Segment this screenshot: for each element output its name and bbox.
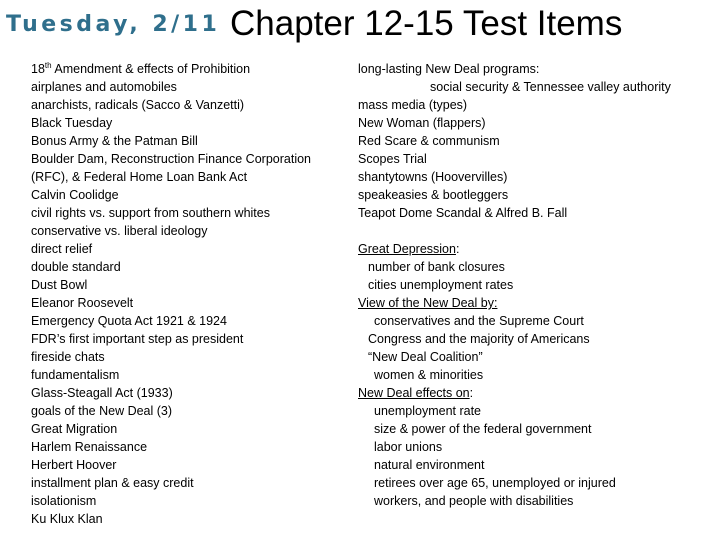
effects-heading: New Deal effects on [358, 386, 470, 400]
list-item: Eleanor Roosevelt [31, 296, 134, 310]
right-term-list [358, 60, 718, 510]
term-prefix: 18 [31, 62, 45, 76]
list-item: size & power of the federal government [374, 422, 592, 436]
list-item: Black Tuesday [31, 116, 113, 130]
list-item: Ku Klux Klan [31, 512, 103, 526]
list-item: mass media (types) [358, 98, 468, 112]
list-item: Congress and the majority of Americans [368, 332, 590, 346]
list-item: conservatives and the Supreme Court [374, 314, 584, 328]
list-item: double standard [31, 260, 121, 274]
list-item: civil rights vs. support from southern whites [31, 206, 270, 220]
page-title: Chapter 12-15 Test Items [230, 4, 623, 43]
list-item: conservative vs. liberal ideology [31, 224, 208, 238]
list-item: Harlem Renaissance [31, 440, 148, 454]
list-item: installment plan & easy credit [31, 476, 194, 490]
section-heading-view-of-new-deal [358, 294, 718, 312]
list-item: social security & Tennessee valley authority [430, 80, 671, 94]
list-item: Boulder Dam, Reconstruction Finance Corporation [31, 152, 311, 166]
list-item: Dust Bowl [31, 278, 88, 292]
list-item: retirees over age 65, unemployed or injured [374, 476, 616, 490]
list-item: unemployment rate [374, 404, 482, 418]
heading-colon: : [469, 386, 474, 400]
list-item: direct relief [31, 242, 93, 256]
list-item [31, 60, 351, 78]
left-term-list [31, 60, 351, 528]
section-heading-great-depression [358, 240, 718, 258]
list-item: Teapot Dome Scandal & Alfred B. Fall [358, 206, 568, 220]
list-item: number of bank closures [368, 260, 505, 274]
list-item: speakeasies & bootleggers [358, 188, 509, 202]
list-item: workers, and people with disabilities [374, 494, 574, 508]
term-rest: Amendment & effects of Prohibition [51, 62, 251, 76]
list-item: goals of the New Deal (3) [31, 404, 173, 418]
list-item: Scopes Trial [358, 152, 427, 166]
heading-colon: : [455, 242, 460, 256]
list-item: natural environment [374, 458, 485, 472]
section-heading-new-deal-effects [358, 384, 718, 402]
list-item: airplanes and automobiles [31, 80, 177, 94]
list-item: Calvin Coolidge [31, 188, 119, 202]
list-item: Herbert Hoover [31, 458, 117, 472]
list-item: FDR’s first important step as president [31, 332, 244, 346]
list-item: Red Scare & communism [358, 134, 500, 148]
list-item: (RFC), & Federal Home Loan Bank Act [31, 170, 248, 184]
list-item: cities unemployment rates [368, 278, 514, 292]
list-item: anarchists, radicals (Sacco & Vanzetti) [31, 98, 245, 112]
list-item: labor unions [374, 440, 443, 454]
list-item: isolationism [31, 494, 97, 508]
spacer [358, 222, 718, 240]
list-item: “New Deal Coalition” [368, 350, 483, 364]
list-item: women & minorities [374, 368, 484, 382]
list-item: Great Migration [31, 422, 118, 436]
view-heading: View of the New Deal by: [358, 296, 498, 310]
list-item: shantytowns (Hoovervilles) [358, 170, 508, 184]
list-item: Glass-Steagall Act (1933) [31, 386, 173, 400]
date-heading: Tuesday, 2/11 [6, 12, 221, 37]
list-item: fireside chats [31, 350, 105, 364]
list-item: New Woman (flappers) [358, 116, 486, 130]
list-item: Emergency Quota Act 1921 & 1924 [31, 314, 227, 328]
list-item: fundamentalism [31, 368, 120, 382]
section-heading-long-lasting: long-lasting New Deal programs: [358, 62, 540, 76]
term-superscript: th [44, 60, 52, 70]
great-depression-heading: Great Depression [358, 242, 456, 256]
list-item: Bonus Army & the Patman Bill [31, 134, 198, 148]
